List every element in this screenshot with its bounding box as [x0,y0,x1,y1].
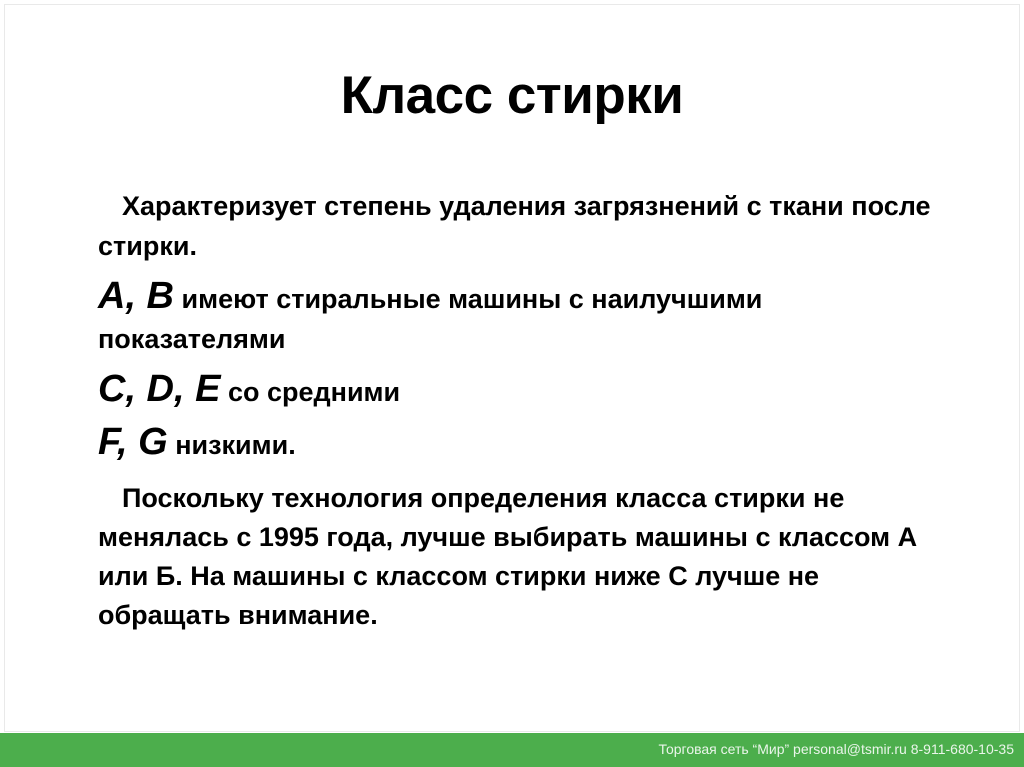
conclusion-paragraph: Поскольку технология определения класса стирки не менялась с 1995 года, лучше выбирать машины с классом А или Б. На машины с классом стирки ниже С лучше не обращать внимание. [98,483,918,630]
class-cde-text: со средними [220,377,401,407]
class-fg-text: низкими. [167,430,296,460]
class-fg-line [98,422,948,465]
footer-contact-text: Торговая сеть “Мир” personal@tsmir.ru 8-911-680-10-35 [658,741,1014,757]
class-ab-letters: A, B [98,275,174,317]
class-fg-letters: F, G [98,421,168,463]
class-ab-line [98,276,948,359]
class-cde-letters: C, D, E [98,368,221,410]
slide-body [98,186,948,635]
intro-paragraph: Характеризует степень удаления загрязнений с ткани после стирки. [98,191,931,261]
class-ab-text: имеют стиральные машины с наилучшими показателями [98,284,763,354]
slide-title: Класс стирки [340,66,684,125]
class-cde-line [98,369,948,412]
footer-bar [0,733,1024,767]
